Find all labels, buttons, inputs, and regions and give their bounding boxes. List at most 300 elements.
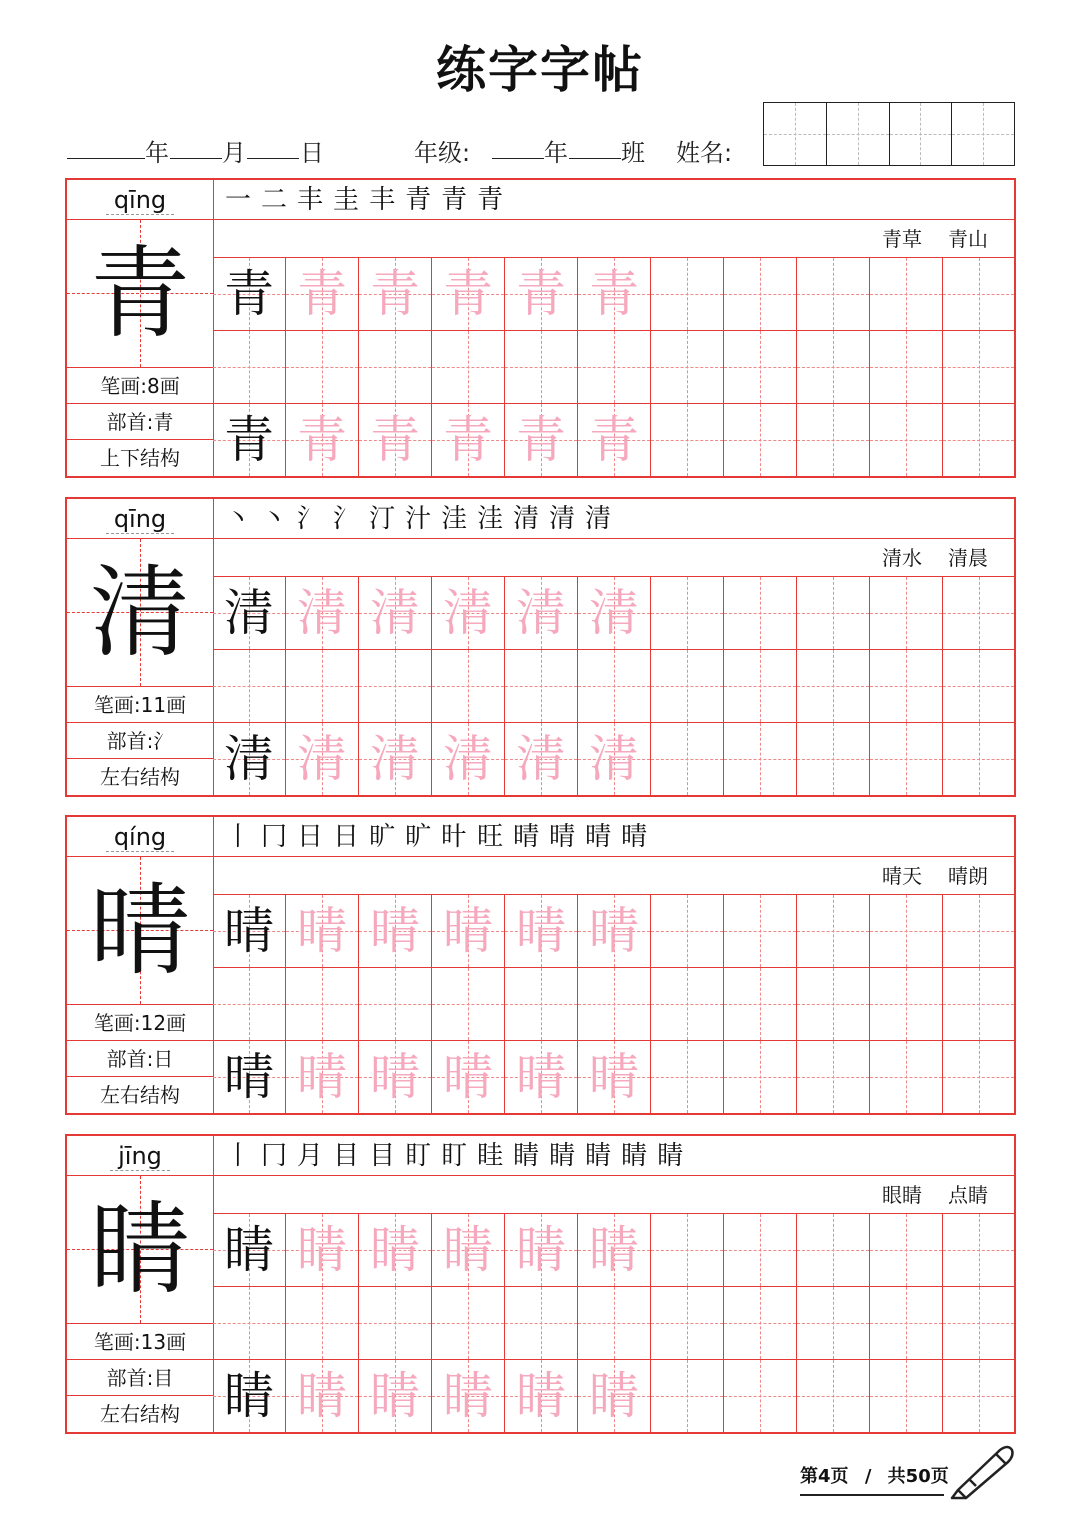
trace-character: 睛 xyxy=(297,1221,347,1279)
practice-cell[interactable] xyxy=(797,650,870,722)
example-word: 晴天 xyxy=(882,864,922,888)
practice-cell[interactable] xyxy=(651,258,724,330)
practice-cell[interactable] xyxy=(797,968,870,1040)
stroke-step: 丨 xyxy=(225,822,252,852)
stroke-count: 笔画:13画 xyxy=(67,1323,213,1359)
practice-cell[interactable] xyxy=(724,331,797,403)
practice-cell[interactable] xyxy=(797,258,870,330)
stroke-step: 眭 xyxy=(477,1141,504,1171)
grid-row xyxy=(213,723,1014,795)
practice-cell[interactable] xyxy=(359,1360,432,1432)
practice-cell[interactable] xyxy=(797,577,870,649)
model-character-text: 睛 xyxy=(90,1191,190,1308)
practice-cell[interactable] xyxy=(505,968,578,1040)
practice-cell[interactable] xyxy=(724,650,797,722)
practice-cell[interactable] xyxy=(797,1360,870,1432)
example-word: 点睛 xyxy=(948,1183,988,1207)
practice-cell[interactable] xyxy=(724,1360,797,1432)
stroke-step: 旪 xyxy=(441,822,468,852)
day-label: 日 xyxy=(300,139,324,167)
practice-cell[interactable] xyxy=(943,1360,1014,1432)
stroke-step: 青 xyxy=(441,185,468,215)
practice-cell[interactable] xyxy=(213,1214,286,1286)
practice-cell[interactable] xyxy=(870,331,943,403)
practice-cell[interactable] xyxy=(651,1287,724,1359)
trace-character: 清 xyxy=(443,584,493,642)
page-separator: / xyxy=(864,1466,872,1487)
char-block xyxy=(65,1134,1016,1434)
practice-cell[interactable] xyxy=(286,577,359,649)
trace-character: 青 xyxy=(370,265,420,323)
practice-cell[interactable] xyxy=(286,968,359,1040)
grid-row xyxy=(213,1214,1014,1286)
name-cell[interactable] xyxy=(890,103,953,165)
practice-cell[interactable] xyxy=(286,1214,359,1286)
practice-cell[interactable] xyxy=(213,1041,286,1113)
footer-underline xyxy=(800,1494,944,1496)
page-title: 练字字帖 xyxy=(436,41,644,99)
practice-cell[interactable] xyxy=(505,404,578,476)
trace-character: 睛 xyxy=(516,1221,566,1279)
model-character xyxy=(67,857,213,1004)
practice-cell[interactable] xyxy=(359,723,432,795)
char-block xyxy=(65,497,1016,797)
practice-cell[interactable] xyxy=(359,650,432,722)
trace-character: 晴 xyxy=(443,902,493,960)
grid-row xyxy=(213,331,1014,403)
practice-cell[interactable] xyxy=(724,1041,797,1113)
practice-cell[interactable] xyxy=(578,1041,651,1113)
stroke-step: 冂 xyxy=(261,822,288,852)
stroke-order xyxy=(213,817,1014,857)
grid-row xyxy=(213,1287,1014,1359)
practice-cell[interactable] xyxy=(578,1287,651,1359)
practice-cell[interactable] xyxy=(432,577,505,649)
practice-cell[interactable] xyxy=(870,258,943,330)
stroke-step: 旷 xyxy=(405,822,432,852)
pinyin xyxy=(67,180,213,220)
grade-label: 年级: xyxy=(414,139,471,167)
practice-cell[interactable] xyxy=(651,331,724,403)
stroke-step: 清 xyxy=(549,504,576,534)
practice-cell[interactable] xyxy=(724,404,797,476)
grid-row xyxy=(213,968,1014,1040)
practice-cell[interactable] xyxy=(943,1214,1014,1286)
trace-character: 青 xyxy=(443,265,493,323)
practice-cell[interactable] xyxy=(870,895,943,967)
practice-cell[interactable] xyxy=(286,1041,359,1113)
trace-character: 清 xyxy=(589,584,639,642)
stroke-step: 目 xyxy=(333,1141,360,1171)
practice-cell[interactable] xyxy=(505,1041,578,1113)
cell-character: 晴 xyxy=(224,902,274,960)
year-label: 年 xyxy=(145,139,169,167)
model-character xyxy=(67,539,213,686)
practice-cell[interactable] xyxy=(213,577,286,649)
stroke-step: 晴 xyxy=(621,822,648,852)
pinyin-text: qīng xyxy=(106,186,174,215)
model-character xyxy=(67,220,213,367)
stroke-step: 晴 xyxy=(513,822,540,852)
grid-row xyxy=(213,895,1014,967)
stroke-order xyxy=(213,499,1014,539)
practice-cell[interactable] xyxy=(870,1287,943,1359)
practice-cell[interactable] xyxy=(432,1360,505,1432)
practice-cell[interactable] xyxy=(870,404,943,476)
practice-cell[interactable] xyxy=(432,331,505,403)
practice-cell[interactable] xyxy=(943,404,1014,476)
trace-character: 青 xyxy=(443,411,493,469)
practice-cell[interactable] xyxy=(505,1360,578,1432)
stroke-count: 笔画:11画 xyxy=(67,686,213,722)
pinyin xyxy=(67,499,213,539)
practice-cell[interactable] xyxy=(286,723,359,795)
stroke-step: 氵 xyxy=(333,504,360,534)
practice-cell[interactable] xyxy=(432,404,505,476)
grid-divider xyxy=(213,649,1014,650)
practice-cell[interactable] xyxy=(943,1041,1014,1113)
practice-cell[interactable] xyxy=(505,1287,578,1359)
stroke-step: 睛 xyxy=(657,1141,684,1171)
model-character xyxy=(67,1176,213,1323)
page-total: 共50页 xyxy=(887,1466,949,1487)
stroke-count: 笔画:8画 xyxy=(67,367,213,403)
practice-cell[interactable] xyxy=(651,1041,724,1113)
practice-cell[interactable] xyxy=(578,258,651,330)
practice-cell[interactable] xyxy=(213,650,286,722)
trace-character: 晴 xyxy=(443,1048,493,1106)
model-character-text: 青 xyxy=(90,235,190,352)
char-info-column xyxy=(67,817,214,1113)
practice-cell[interactable] xyxy=(651,650,724,722)
month-blank[interactable] xyxy=(170,158,222,159)
practice-grid xyxy=(213,577,1014,795)
practice-cell[interactable] xyxy=(870,723,943,795)
stroke-step: 圭 xyxy=(333,185,360,215)
practice-cell[interactable] xyxy=(359,1287,432,1359)
stroke-step: 晴 xyxy=(549,822,576,852)
page-indicator xyxy=(800,1462,949,1488)
practice-cell[interactable] xyxy=(724,1214,797,1286)
stroke-step: 清 xyxy=(585,504,612,534)
stroke-step: 洼 xyxy=(441,504,468,534)
model-character-text: 清 xyxy=(90,554,190,671)
example-word: 晴朗 xyxy=(948,864,988,888)
practice-cell[interactable] xyxy=(724,723,797,795)
practice-cell[interactable] xyxy=(359,1041,432,1113)
practice-cell[interactable] xyxy=(286,895,359,967)
trace-character: 清 xyxy=(443,730,493,788)
model-character-text: 晴 xyxy=(90,872,190,989)
structure: 左右结构 xyxy=(67,1076,213,1112)
trace-character: 晴 xyxy=(516,902,566,960)
grid-row xyxy=(213,1041,1014,1113)
practice-cell[interactable] xyxy=(578,1360,651,1432)
trace-character: 晴 xyxy=(589,902,639,960)
practice-cell[interactable] xyxy=(578,1214,651,1286)
radical: 部首:青 xyxy=(67,403,213,439)
practice-cell[interactable] xyxy=(724,258,797,330)
trace-character: 晴 xyxy=(370,1048,420,1106)
grid-row xyxy=(213,577,1014,649)
practice-cell[interactable] xyxy=(724,577,797,649)
cell-character: 清 xyxy=(224,730,274,788)
stroke-step: 丨 xyxy=(225,1141,252,1171)
practice-cell[interactable] xyxy=(651,968,724,1040)
class-label: 班 xyxy=(621,139,645,167)
trace-character: 睛 xyxy=(589,1221,639,1279)
practice-cell[interactable] xyxy=(432,1287,505,1359)
grid-divider xyxy=(213,1359,1014,1360)
practice-cell[interactable] xyxy=(505,1214,578,1286)
example-word: 青山 xyxy=(948,227,988,251)
trace-character: 青 xyxy=(589,411,639,469)
practice-cell[interactable] xyxy=(213,331,286,403)
practice-cell[interactable] xyxy=(651,404,724,476)
practice-cell[interactable] xyxy=(359,404,432,476)
practice-cell[interactable] xyxy=(432,968,505,1040)
trace-character: 清 xyxy=(516,584,566,642)
stroke-step: 青 xyxy=(477,185,504,215)
trace-character: 清 xyxy=(370,730,420,788)
practice-cell[interactable] xyxy=(943,577,1014,649)
grid-divider xyxy=(213,1040,1014,1041)
trace-character: 睛 xyxy=(443,1367,493,1425)
pinyin xyxy=(67,817,213,857)
practice-cell[interactable] xyxy=(505,895,578,967)
trace-character: 晴 xyxy=(589,1048,639,1106)
stroke-step: 洼 xyxy=(477,504,504,534)
practice-cell[interactable] xyxy=(432,1214,505,1286)
practice-cell[interactable] xyxy=(505,650,578,722)
char-info-column xyxy=(67,499,214,795)
stroke-step: 日 xyxy=(297,822,324,852)
practice-cell[interactable] xyxy=(943,895,1014,967)
example-word: 青草 xyxy=(882,227,922,251)
month-label: 月 xyxy=(222,139,246,167)
stroke-step: 睛 xyxy=(549,1141,576,1171)
cell-character: 清 xyxy=(224,584,274,642)
grid-row xyxy=(213,404,1014,476)
stroke-step: 睛 xyxy=(621,1141,648,1171)
class-blank[interactable] xyxy=(569,158,621,159)
trace-character: 青 xyxy=(516,265,566,323)
stroke-step: 睛 xyxy=(585,1141,612,1171)
practice-cell[interactable] xyxy=(797,1214,870,1286)
practice-cell[interactable] xyxy=(651,723,724,795)
grid-divider xyxy=(213,967,1014,968)
practice-cell[interactable] xyxy=(432,723,505,795)
practice-cell[interactable] xyxy=(213,895,286,967)
practice-cell[interactable] xyxy=(724,968,797,1040)
practice-cell[interactable] xyxy=(651,895,724,967)
practice-cell[interactable] xyxy=(432,650,505,722)
stroke-step: 清 xyxy=(513,504,540,534)
practice-cell[interactable] xyxy=(359,331,432,403)
stroke-step: 汀 xyxy=(369,504,396,534)
practice-cell[interactable] xyxy=(359,895,432,967)
radical: 部首:目 xyxy=(67,1359,213,1395)
practice-cell[interactable] xyxy=(651,577,724,649)
practice-cell[interactable] xyxy=(359,1214,432,1286)
practice-cell[interactable] xyxy=(505,331,578,403)
char-info-column xyxy=(67,180,214,476)
practice-cell[interactable] xyxy=(213,258,286,330)
practice-cell[interactable] xyxy=(286,1360,359,1432)
practice-cell[interactable] xyxy=(213,1360,286,1432)
pinyin xyxy=(67,1136,213,1176)
radical: 部首:日 xyxy=(67,1040,213,1076)
trace-character: 晴 xyxy=(370,902,420,960)
practice-cell[interactable] xyxy=(797,895,870,967)
cell-character: 睛 xyxy=(224,1221,274,1279)
practice-cell[interactable] xyxy=(943,258,1014,330)
practice-cell[interactable] xyxy=(432,1041,505,1113)
practice-cell[interactable] xyxy=(797,723,870,795)
practice-cell[interactable] xyxy=(870,1214,943,1286)
practice-cell[interactable] xyxy=(213,1287,286,1359)
practice-cell[interactable] xyxy=(578,331,651,403)
page-number: 第4页 xyxy=(800,1466,849,1487)
grid-row xyxy=(213,258,1014,330)
practice-cell[interactable] xyxy=(870,650,943,722)
cell-character: 青 xyxy=(224,411,274,469)
practice-cell[interactable] xyxy=(651,1214,724,1286)
practice-cell[interactable] xyxy=(870,1360,943,1432)
stroke-step: 睛 xyxy=(513,1141,540,1171)
practice-cell[interactable] xyxy=(432,258,505,330)
practice-cell[interactable] xyxy=(943,331,1014,403)
practice-cell[interactable] xyxy=(505,577,578,649)
trace-character: 青 xyxy=(297,265,347,323)
practice-cell[interactable] xyxy=(359,258,432,330)
stroke-step: 一 xyxy=(225,185,252,215)
practice-cell[interactable] xyxy=(432,895,505,967)
grade-year-label: 年 xyxy=(544,139,568,167)
name-cell[interactable] xyxy=(764,103,827,165)
practice-cell[interactable] xyxy=(578,577,651,649)
char-block xyxy=(65,178,1016,478)
trace-character: 晴 xyxy=(297,1048,347,1106)
practice-cell[interactable] xyxy=(943,968,1014,1040)
practice-cell[interactable] xyxy=(943,1287,1014,1359)
name-cell[interactable] xyxy=(952,103,1014,165)
practice-cell[interactable] xyxy=(870,1041,943,1113)
stroke-step: 旷 xyxy=(369,822,396,852)
practice-cell[interactable] xyxy=(578,968,651,1040)
name-label: 姓名: xyxy=(676,139,733,167)
char-info-column xyxy=(67,1136,214,1432)
practice-cell[interactable] xyxy=(359,968,432,1040)
grid-divider xyxy=(213,1286,1014,1287)
char-block xyxy=(65,815,1016,1115)
stroke-step: 丶 xyxy=(261,504,288,534)
stroke-step: 二 xyxy=(261,185,288,215)
stroke-step: 青 xyxy=(405,185,432,215)
practice-cell[interactable] xyxy=(797,1287,870,1359)
example-words xyxy=(213,1176,1014,1214)
stroke-step: 丰 xyxy=(369,185,396,215)
practice-cell[interactable] xyxy=(870,968,943,1040)
grade-year-blank[interactable] xyxy=(492,158,544,159)
practice-cell[interactable] xyxy=(943,723,1014,795)
practice-cell[interactable] xyxy=(724,895,797,967)
pen-icon xyxy=(948,1440,1018,1504)
year-blank[interactable] xyxy=(67,158,145,159)
trace-character: 睛 xyxy=(370,1221,420,1279)
stroke-step: 月 xyxy=(297,1141,324,1171)
trace-character: 清 xyxy=(297,730,347,788)
grid-divider xyxy=(213,403,1014,404)
stroke-step: 丰 xyxy=(297,185,324,215)
practice-cell[interactable] xyxy=(724,1287,797,1359)
structure: 左右结构 xyxy=(67,758,213,794)
practice-cell[interactable] xyxy=(213,723,286,795)
practice-cell[interactable] xyxy=(943,650,1014,722)
stroke-step: 丶 xyxy=(225,504,252,534)
practice-cell[interactable] xyxy=(870,577,943,649)
trace-character: 清 xyxy=(589,730,639,788)
trace-character: 清 xyxy=(370,584,420,642)
trace-character: 晴 xyxy=(297,902,347,960)
practice-cell[interactable] xyxy=(286,258,359,330)
practice-cell[interactable] xyxy=(286,331,359,403)
name-grid[interactable] xyxy=(763,102,1015,166)
structure: 上下结构 xyxy=(67,439,213,475)
stroke-step: 盯 xyxy=(405,1141,432,1171)
practice-cell[interactable] xyxy=(505,723,578,795)
practice-cell[interactable] xyxy=(286,404,359,476)
stroke-step: 目 xyxy=(369,1141,396,1171)
example-word: 眼睛 xyxy=(882,1183,922,1207)
stroke-step: 汁 xyxy=(405,504,432,534)
practice-cell[interactable] xyxy=(651,1360,724,1432)
grid-divider xyxy=(213,722,1014,723)
practice-cell[interactable] xyxy=(286,1287,359,1359)
stroke-step: 晴 xyxy=(585,822,612,852)
trace-character: 睛 xyxy=(370,1367,420,1425)
practice-cell[interactable] xyxy=(213,404,286,476)
practice-cell[interactable] xyxy=(213,968,286,1040)
pinyin-text: jīng xyxy=(110,1142,170,1171)
practice-cell[interactable] xyxy=(578,404,651,476)
practice-grid xyxy=(213,1214,1014,1432)
radical: 部首:氵 xyxy=(67,722,213,758)
practice-cell[interactable] xyxy=(797,331,870,403)
cell-character: 睛 xyxy=(224,1367,274,1425)
trace-character: 睛 xyxy=(589,1367,639,1425)
trace-character: 睛 xyxy=(297,1367,347,1425)
trace-character: 清 xyxy=(516,730,566,788)
structure: 左右结构 xyxy=(67,1395,213,1431)
practice-cell[interactable] xyxy=(286,650,359,722)
name-cell[interactable] xyxy=(827,103,890,165)
stroke-count: 笔画:12画 xyxy=(67,1004,213,1040)
practice-cell[interactable] xyxy=(578,650,651,722)
practice-cell[interactable] xyxy=(578,895,651,967)
trace-character: 睛 xyxy=(516,1367,566,1425)
trace-character: 晴 xyxy=(516,1048,566,1106)
day-blank[interactable] xyxy=(247,158,299,159)
stroke-order xyxy=(213,180,1014,220)
practice-cell[interactable] xyxy=(578,723,651,795)
grid-divider xyxy=(213,330,1014,331)
practice-cell[interactable] xyxy=(359,577,432,649)
practice-cell[interactable] xyxy=(797,404,870,476)
practice-grid xyxy=(213,895,1014,1113)
practice-cell[interactable] xyxy=(797,1041,870,1113)
practice-cell[interactable] xyxy=(505,258,578,330)
